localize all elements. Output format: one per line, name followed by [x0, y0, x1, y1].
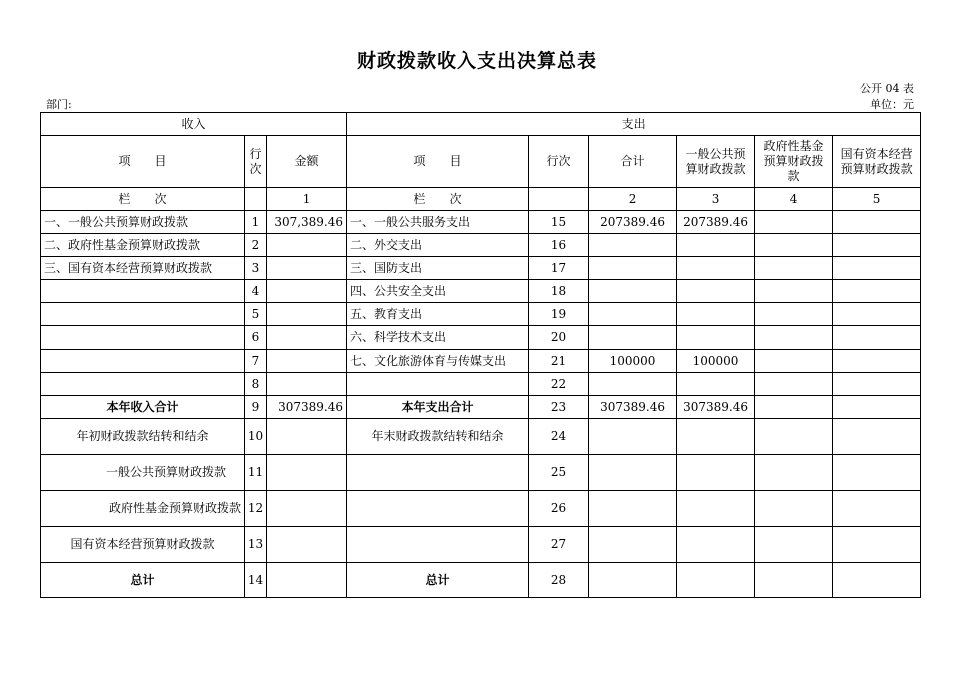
table-row [41, 326, 921, 350]
expense-column-label: 栏 次 [347, 188, 529, 211]
table-row [41, 455, 921, 491]
table-row [41, 303, 921, 326]
income-amount-cell [267, 527, 347, 563]
expense-state-capital-cell [833, 280, 921, 303]
table-row [41, 280, 921, 303]
expense-total-cell [589, 303, 677, 326]
expense-general-cell [677, 419, 755, 455]
income-amount-cell [267, 563, 347, 598]
expense-state-capital-header: 国有资本经营预算财政拨款 [833, 136, 921, 188]
expense-gov-fund-cell [755, 563, 833, 598]
expense-general-cell [677, 455, 755, 491]
expense-state-capital-cell [833, 527, 921, 563]
expense-row-no-cell: 27 [529, 527, 589, 563]
expense-general-cell [677, 527, 755, 563]
income-row-no-cell: 1 [245, 211, 267, 234]
expense-total-cell: 207389.46 [589, 211, 677, 234]
expense-general-cell [677, 303, 755, 326]
income-row-no-cell: 11 [245, 455, 267, 491]
income-item-header: 项 目 [41, 136, 245, 188]
expense-row-no-header: 行次 [529, 136, 589, 188]
income-amount-cell [267, 491, 347, 527]
expense-total-cell [589, 419, 677, 455]
income-amount-cell [267, 280, 347, 303]
expense-general-cell: 307389.46 [677, 396, 755, 419]
table-row [41, 234, 921, 257]
income-item-cell: 总计 [41, 563, 245, 598]
expense-section-header: 支出 [347, 113, 921, 136]
expense-item-cell: 年末财政拨款结转和结余 [347, 419, 529, 455]
expense-row-no-cell: 18 [529, 280, 589, 303]
expense-general-cell [677, 491, 755, 527]
income-item-cell [41, 350, 245, 373]
expense-total-cell [589, 326, 677, 350]
expense-gov-fund-cell [755, 211, 833, 234]
expense-total-cell: 307389.46 [589, 396, 677, 419]
income-row-no-cell: 3 [245, 257, 267, 280]
expense-row-no-cell: 16 [529, 234, 589, 257]
empty-cell [245, 188, 267, 211]
expense-gov-fund-cell [755, 373, 833, 396]
income-row-no-header: 行次 [245, 136, 267, 188]
document-title: 财政拨款收入支出决算总表 [356, 50, 597, 72]
expense-gov-fund-cell [755, 257, 833, 280]
income-item-cell [41, 373, 245, 396]
expense-state-capital-cell [833, 234, 921, 257]
expense-item-cell: 二、外交支出 [347, 234, 529, 257]
income-item-cell [41, 326, 245, 350]
expense-state-capital-cell [833, 396, 921, 419]
expense-general-cell: 100000 [677, 350, 755, 373]
expense-gov-fund-cell [755, 326, 833, 350]
income-row-no-cell: 14 [245, 563, 267, 598]
expense-state-capital-cell [833, 303, 921, 326]
income-item-cell [41, 280, 245, 303]
expense-gov-fund-cell [755, 419, 833, 455]
expense-item-cell: 本年支出合计 [347, 396, 529, 419]
form-code: 公开 04 表 [860, 82, 914, 95]
expense-general-cell [677, 234, 755, 257]
table-row [41, 373, 921, 396]
header-row-columns [41, 136, 921, 188]
expense-item-cell [347, 491, 529, 527]
table-row [41, 396, 921, 419]
expense-state-capital-cell [833, 373, 921, 396]
income-column-label: 栏 次 [41, 188, 245, 211]
col-num-5: 5 [833, 188, 921, 211]
expense-item-cell: 五、教育支出 [347, 303, 529, 326]
income-amount-cell [267, 455, 347, 491]
col-num-1: 1 [267, 188, 347, 211]
income-row-no-cell: 6 [245, 326, 267, 350]
expense-item-cell: 六、科学技术支出 [347, 326, 529, 350]
expense-item-cell: 七、文化旅游体育与传媒支出 [347, 350, 529, 373]
expense-item-header: 项 目 [347, 136, 529, 188]
table-row [41, 419, 921, 455]
income-item-cell: 二、政府性基金预算财政拨款 [41, 234, 245, 257]
col-num-4: 4 [755, 188, 833, 211]
income-item-cell: 政府性基金预算财政拨款 [41, 491, 245, 527]
expense-total-cell [589, 527, 677, 563]
expense-general-cell [677, 326, 755, 350]
income-row-no-cell: 2 [245, 234, 267, 257]
table-row [41, 350, 921, 373]
income-amount-cell [267, 303, 347, 326]
expense-item-cell [347, 455, 529, 491]
income-amount-cell [267, 234, 347, 257]
expense-item-cell: 三、国防支出 [347, 257, 529, 280]
income-amount-cell [267, 326, 347, 350]
income-amount-cell: 307,389.46 [267, 211, 347, 234]
expense-item-cell: 一、一般公共服务支出 [347, 211, 529, 234]
expense-state-capital-cell [833, 257, 921, 280]
expense-item-cell: 总计 [347, 563, 529, 598]
table-row [41, 211, 921, 234]
income-amount-cell [267, 373, 347, 396]
income-row-no-cell: 13 [245, 527, 267, 563]
expense-total-cell [589, 234, 677, 257]
table-body [41, 211, 921, 598]
expense-row-no-cell: 21 [529, 350, 589, 373]
empty-cell [529, 188, 589, 211]
expense-row-no-cell: 15 [529, 211, 589, 234]
expense-row-no-cell: 19 [529, 303, 589, 326]
col-num-3: 3 [677, 188, 755, 211]
expense-state-capital-cell [833, 350, 921, 373]
expense-row-no-cell: 17 [529, 257, 589, 280]
income-amount-cell [267, 257, 347, 280]
col-num-2: 2 [589, 188, 677, 211]
income-row-no-cell: 8 [245, 373, 267, 396]
expense-general-cell [677, 257, 755, 280]
expense-state-capital-cell [833, 491, 921, 527]
expense-gov-fund-cell [755, 280, 833, 303]
expense-state-capital-cell [833, 211, 921, 234]
expense-total-cell [589, 491, 677, 527]
expense-general-cell [677, 280, 755, 303]
income-row-no-cell: 5 [245, 303, 267, 326]
income-row-no-cell: 10 [245, 419, 267, 455]
department-label: 部门: [46, 98, 72, 111]
income-amount-cell [267, 350, 347, 373]
unit-label: 单位：元 [870, 98, 914, 111]
expense-general-header: 一般公共预算财政拨款 [677, 136, 755, 188]
expense-row-no-cell: 23 [529, 396, 589, 419]
income-section-header: 收入 [41, 113, 347, 136]
expense-item-cell: 四、公共安全支出 [347, 280, 529, 303]
budget-table [40, 112, 921, 598]
table-row [41, 563, 921, 598]
expense-general-cell [677, 373, 755, 396]
expense-total-cell [589, 257, 677, 280]
expense-state-capital-cell [833, 419, 921, 455]
expense-gov-fund-cell [755, 350, 833, 373]
expense-total-header: 合计 [589, 136, 677, 188]
income-amount-cell: 307389.46 [267, 396, 347, 419]
income-item-cell: 一、一般公共预算财政拨款 [41, 211, 245, 234]
income-item-cell: 国有资本经营预算财政拨款 [41, 527, 245, 563]
income-item-cell [41, 303, 245, 326]
expense-item-cell [347, 373, 529, 396]
income-item-cell: 年初财政拨款结转和结余 [41, 419, 245, 455]
expense-state-capital-cell [833, 563, 921, 598]
expense-row-no-cell: 24 [529, 419, 589, 455]
income-row-no-cell: 7 [245, 350, 267, 373]
income-row-no-cell: 9 [245, 396, 267, 419]
expense-gov-fund-cell [755, 527, 833, 563]
expense-total-cell [589, 280, 677, 303]
header-row-sections [41, 113, 921, 136]
table-row [41, 491, 921, 527]
expense-gov-fund-header: 政府性基金预算财政拨款 [755, 136, 833, 188]
expense-gov-fund-cell [755, 396, 833, 419]
expense-state-capital-cell [833, 455, 921, 491]
expense-row-no-cell: 26 [529, 491, 589, 527]
expense-gov-fund-cell [755, 234, 833, 257]
income-item-cell: 一般公共预算财政拨款 [41, 455, 245, 491]
expense-item-cell [347, 527, 529, 563]
expense-state-capital-cell [833, 326, 921, 350]
expense-row-no-cell: 22 [529, 373, 589, 396]
income-item-cell: 本年收入合计 [41, 396, 245, 419]
expense-row-no-cell: 20 [529, 326, 589, 350]
expense-total-cell: 100000 [589, 350, 677, 373]
table-row [41, 527, 921, 563]
income-row-no-cell: 12 [245, 491, 267, 527]
expense-gov-fund-cell [755, 303, 833, 326]
expense-row-no-cell: 28 [529, 563, 589, 598]
income-amount-header: 金额 [267, 136, 347, 188]
expense-row-no-cell: 25 [529, 455, 589, 491]
expense-general-cell: 207389.46 [677, 211, 755, 234]
expense-total-cell [589, 373, 677, 396]
income-amount-cell [267, 419, 347, 455]
expense-gov-fund-cell [755, 455, 833, 491]
expense-gov-fund-cell [755, 491, 833, 527]
expense-total-cell [589, 563, 677, 598]
column-number-row [41, 188, 921, 211]
income-item-cell: 三、国有资本经营预算财政拨款 [41, 257, 245, 280]
expense-general-cell [677, 563, 755, 598]
table-row [41, 257, 921, 280]
income-row-no-cell: 4 [245, 280, 267, 303]
expense-total-cell [589, 455, 677, 491]
